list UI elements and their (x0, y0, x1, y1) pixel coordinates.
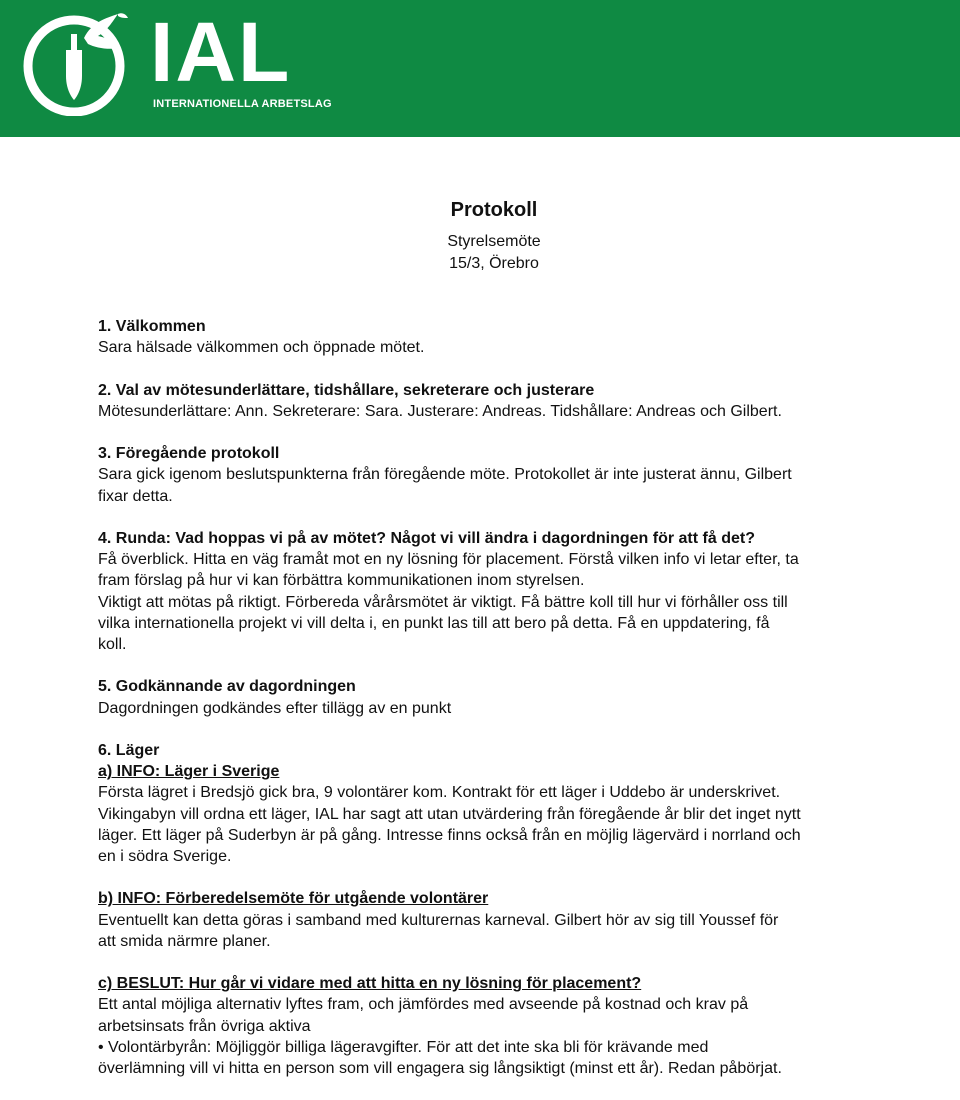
section-heading: 5. Godkännande av dagordningen (98, 678, 356, 696)
section-5 (98, 676, 898, 718)
meeting-date-place: 15/3, Örebro (449, 255, 539, 272)
ial-logo-icon (22, 8, 132, 116)
section-text-line: vilka internationella projekt vi vill delta i, en punkt las till att bero på detta. Få en uppdatering, få (98, 614, 770, 632)
section-text-line: Första lägret i Bredsjö gick bra, 9 volontärer kom. Kontrakt för ett läger i Uddebo är underskrivet. (98, 784, 781, 802)
section-heading: 3. Föregående protokoll (98, 445, 280, 463)
logo-wordmark: IAL (150, 5, 292, 99)
section-text-line: Viktigt att mötas på riktigt. Förbereda vårårsmötet är viktigt. Få bättre koll till hur vi förhåller oss till (98, 593, 788, 611)
subsection-heading: b) INFO: Förberedelsemöte för utgående volontärer (98, 890, 489, 908)
section-text-line: Sara gick igenom beslutspunkterna från föregående möte. Protokollet är inte justerat ännu, Gilbert (98, 466, 792, 484)
logo-subtitle: INTERNATIONELLA ARBETSLAG (153, 98, 332, 110)
section-6a (98, 740, 898, 867)
section-1 (98, 316, 898, 358)
section-2 (98, 380, 898, 422)
document-title: Protokoll (450, 199, 538, 221)
subsection-heading: c) BESLUT: Hur går vi vidare med att hitta en ny lösning för placement? (98, 975, 642, 993)
section-3 (98, 443, 898, 507)
section-heading: 2. Val av mötesunderlättare, tidshållare, sekreterare och justerare (98, 381, 595, 399)
section-text-line: Sara hälsade välkommen och öppnade mötet. (98, 339, 425, 357)
section-text-line: en i södra Sverige. (98, 848, 232, 865)
section-text-line: att smida närmre planer. (98, 932, 271, 950)
section-heading: 4. Runda: Vad hoppas vi på av mötet? Något vi vill ändra i dagordningen för att få det? (98, 529, 755, 547)
section-text-line: fram förslag på hur vi kan förbättra kommunikationen inom styrelsen. (98, 572, 585, 590)
section-6b (98, 888, 898, 952)
section-text-line: Vikingabyn vill ordna ett läger, IAL har sagt att utan utvärdering från föregående år blir det inget nytt (98, 805, 801, 823)
bullet-item: • Volontärbyrån: Möjliggör billiga lägeravgifter. För att det inte ska bli för krävande med (98, 1038, 709, 1056)
section-heading: 6. Läger (98, 741, 160, 759)
section-6c (98, 973, 898, 1079)
subsection-heading: a) INFO: Läger i Sverige (98, 763, 280, 781)
section-text-line: koll. (98, 636, 127, 653)
section-text-line: Få överblick. Hitta en väg framåt mot en ny lösning för placement. Förstå vilken info vi letar efter, ta (98, 551, 799, 569)
section-text-line: Mötesunderlättare: Ann. Sekreterare: Sara. Justerare: Andreas. Tidshållare: Andreas och Gilbert. (98, 402, 782, 420)
section-text-line: läger. Ett läger på Suderbyn är på gång. Intresse finns också från en möjlig lägervärd i norrland och (98, 826, 801, 844)
section-text-line: överlämning vill vi hitta en person som vill engagera sig långsiktigt (minst ett år). Redan påbörjat. (98, 1060, 782, 1077)
section-text-line: fixar detta. (98, 487, 173, 505)
section-text-line: Eventuellt kan detta göras i samband med kulturernas karneval. Gilbert hör av sig till Youssef för (98, 911, 779, 929)
section-text-line: Ett antal möjliga alternativ lyftes fram, och jämfördes med avseende på kostnad och krav på (98, 996, 749, 1014)
minutes-body (98, 316, 898, 1100)
section-text-line: arbetsinsats från övriga aktiva (98, 1017, 311, 1035)
section-text-line: Dagordningen godkändes efter tillägg av en punkt (98, 699, 452, 717)
section-heading: 1. Välkommen (98, 318, 206, 335)
header-banner (0, 0, 960, 137)
section-4 (98, 528, 898, 655)
meeting-type: Styrelsemöte (447, 233, 541, 250)
